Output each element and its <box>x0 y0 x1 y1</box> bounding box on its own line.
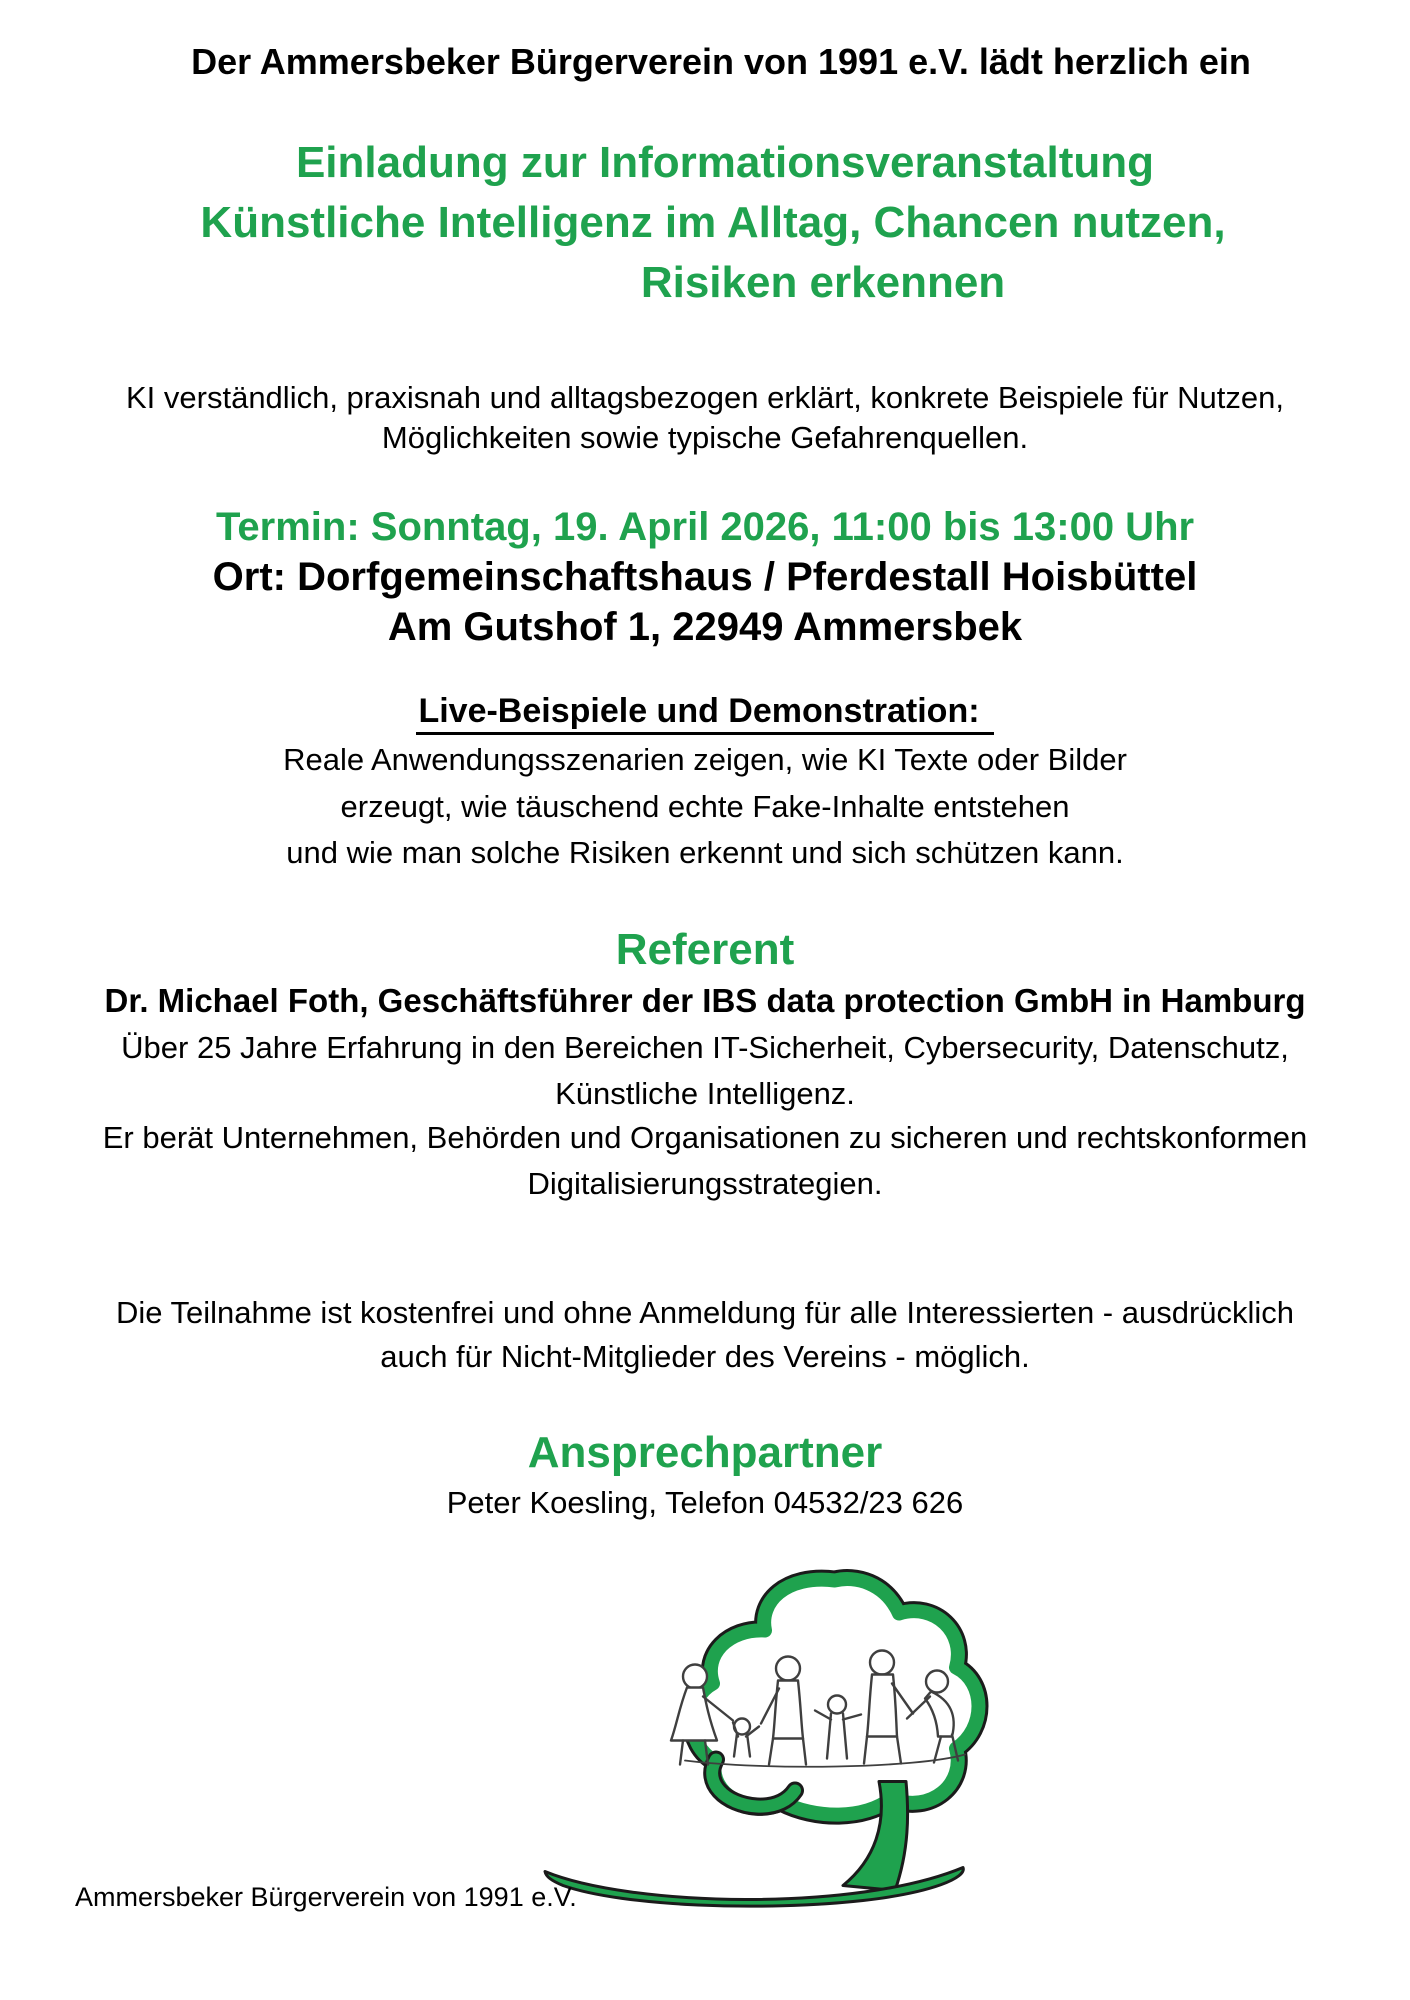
intro-line-2: Möglichkeiten sowie typische Gefahrenquellen. <box>381 420 1029 455</box>
referent-bio-line-2: Künstliche Intelligenz. <box>555 1076 855 1111</box>
figure-adult-head <box>870 1651 894 1675</box>
participation-line-2: auch für Nicht-Mitglieder des Vereins - möglich. <box>380 1339 1030 1374</box>
intro-line-1: KI verständlich, praxisnah und alltagsbezogen erklärt, konkrete Beispiele für Nutzen, <box>126 380 1284 415</box>
demo-line-1: Reale Anwendungsszenarien zeigen, wie KI Texte oder Bilder <box>283 742 1127 777</box>
referent-name-line: Dr. Michael Foth, Geschäftsführer der IBS data protection GmbH in Hamburg <box>104 982 1306 1019</box>
participation-line-1: Die Teilnahme ist kostenfrei und ohne Anmeldung für alle Interessierten - ausdrücklich <box>115 1295 1295 1330</box>
referent-bio-line-3: Er berät Unternehmen, Behörden und Organisationen zu sicheren und rechtskonformen <box>102 1120 1308 1155</box>
referent-heading: Referent <box>615 925 795 974</box>
invitation-heading-line-1: Einladung zur Informationsveranstaltung <box>295 138 1155 187</box>
event-location-line: Ort: Dorfgemeinschaftshaus / Pferdestall Hoisbüttel <box>212 555 1198 599</box>
tree-family-logo <box>535 1566 1005 1916</box>
demo-heading-text: Live-Beispiele und Demonstration: <box>416 692 993 735</box>
invitation-heading-line-2: Künstliche Intelligenz im Alltag, Chancen nutzen, <box>200 198 1226 247</box>
invitation-heading-line-3: Risiken erkennen <box>640 258 1006 307</box>
contact-line: Peter Koesling, Telefon 04532/23 626 <box>446 1485 964 1520</box>
figure-woman-head <box>683 1665 707 1689</box>
figure-man-head <box>776 1657 800 1681</box>
footer-text: Ammersbeker Bürgerverein von 1991 e.V. <box>75 1882 577 1912</box>
contact-heading: Ansprechpartner <box>527 1428 883 1477</box>
demo-line-2: erzeugt, wie täuschend echte Fake-Inhalte entstehen <box>340 789 1070 824</box>
demo-heading <box>0 691 1410 732</box>
page-title: Der Ammersbeker Bürgerverein von 1991 e.V. lädt herzlich ein <box>191 41 1251 82</box>
event-address-line: Am Gutshof 1, 22949 Ammersbek <box>387 605 1023 649</box>
demo-line-3: und wie man solche Risiken erkennt und sich schützen kann. <box>286 835 1124 870</box>
event-date-line: Termin: Sonntag, 19. April 2026, 11:00 bis 13:00 Uhr <box>215 505 1195 549</box>
figure-child-head <box>828 1696 846 1714</box>
referent-bio-line-1: Über 25 Jahre Erfahrung in den Bereichen IT-Sicherheit, Cybersecurity, Datenschutz, <box>121 1030 1289 1065</box>
referent-bio-line-4: Digitalisierungsstrategien. <box>527 1166 883 1201</box>
figure-bending-head <box>926 1671 948 1693</box>
